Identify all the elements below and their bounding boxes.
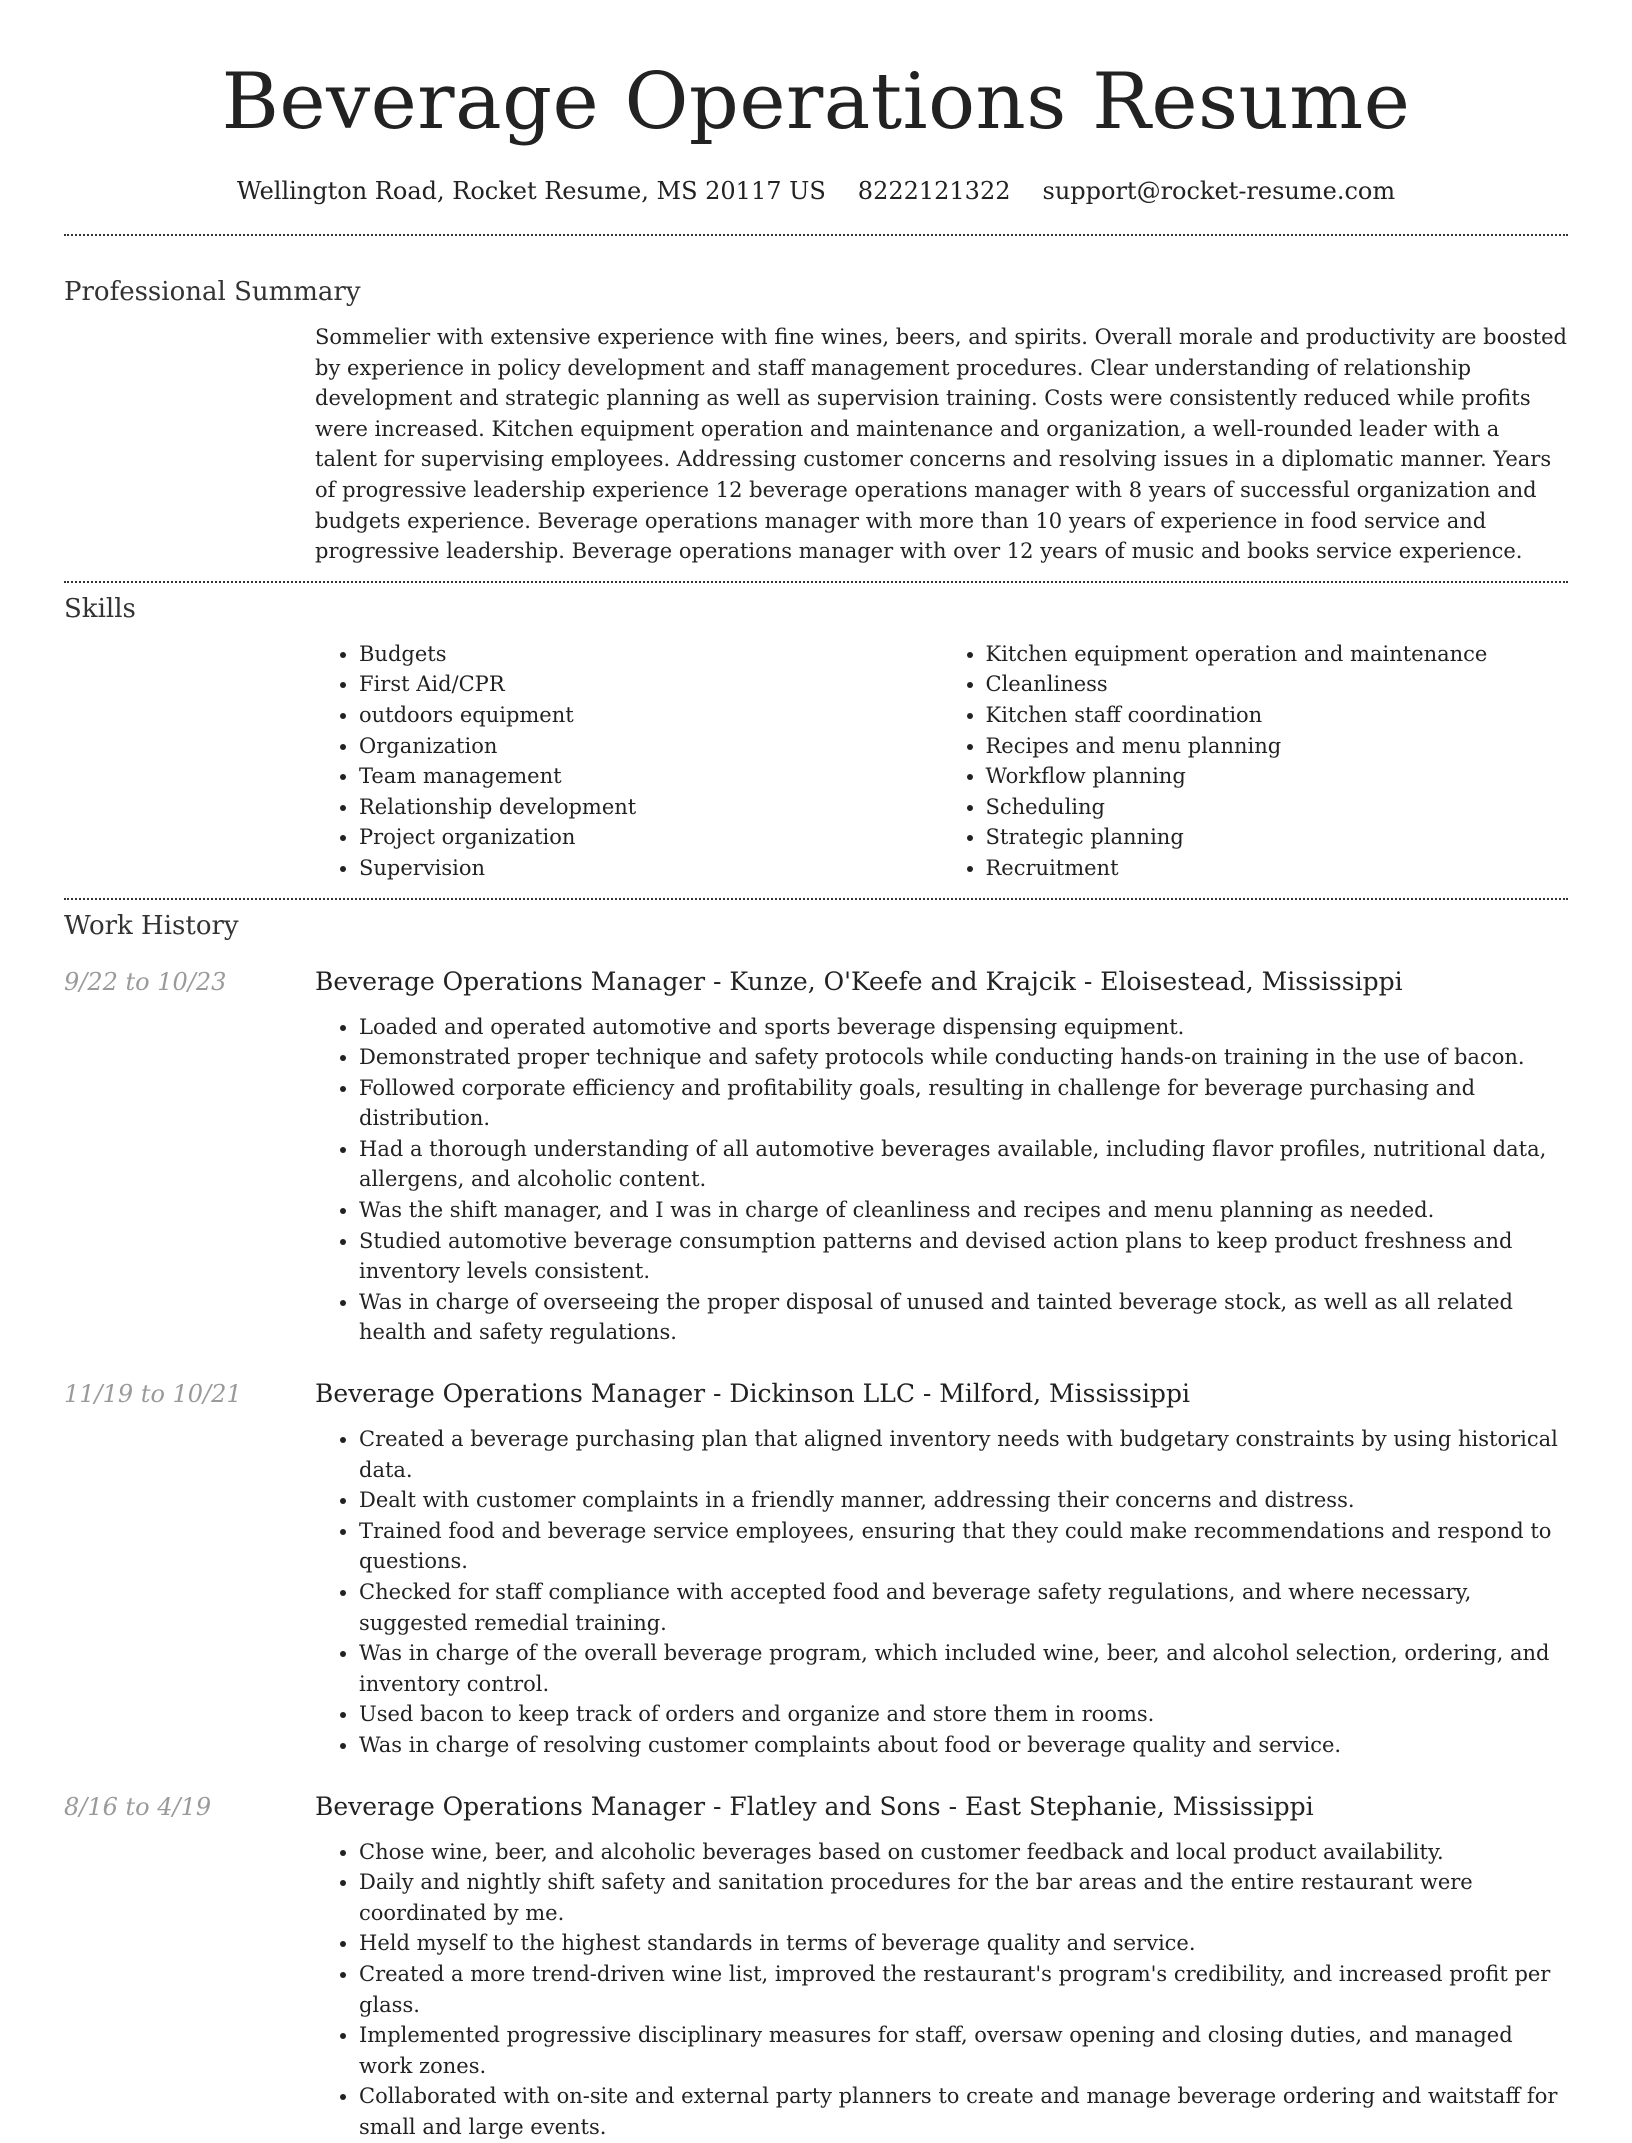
job-bullet: • Was in charge of overseeing the proper disposal of unused and tainted beverage stock, as well as all related health and safety regulations.	[359, 1287, 1568, 1348]
skill-item: • Recipes and menu planning	[986, 731, 1569, 762]
contact-line	[64, 176, 1568, 206]
skill-item: • Workflow planning	[986, 761, 1569, 792]
job-bullet: • Created a beverage purchasing plan that aligned inventory needs with budgetary constraints by using historical data.	[359, 1424, 1568, 1485]
skill-item: • Supervision	[359, 853, 942, 884]
job-entry	[64, 966, 1568, 1349]
job-bullet: • Demonstrated proper technique and safety protocols while conducting hands-on training in the use of bacon.	[359, 1042, 1568, 1073]
skill-item: • Organization	[359, 731, 942, 762]
job-dates: 8/16 to 4/19	[64, 1792, 212, 1821]
job-entry	[64, 1791, 1568, 2143]
job-body	[315, 1012, 1568, 1349]
summary-text: Sommelier with extensive experience with fine wines, beers, and spirits. Overall morale and productivity are boosted by experience in policy development and staff management procedures. Clear understanding of relationship development and strategic planning as well as supervision training. Costs were consistently reduced while profits were increased. Kitchen equipment operation and maintenance and organization, a well-rounded leader with a talent for supervising employees. Addressing customer concerns and resolving issues in a diplomatic manner. Years of progressive leadership experience 12 beverage operations manager with 8 years of successful organization and budgets experience. Beverage operations manager with more than 10 years of experience in food service and progressive leadership. Beverage operations manager with over 12 years of music and books service experience.	[315, 325, 1567, 564]
resume-page	[64, 0, 1568, 2143]
skills-section	[64, 593, 1568, 884]
skill-item: • Relationship development	[359, 792, 942, 823]
job-bullet: • Followed corporate efficiency and profitability goals, resulting in challenge for beverage purchasing and distribution.	[359, 1073, 1568, 1134]
job-bullet: • Had a thorough understanding of all automotive beverages available, including flavor profiles, nutritional data, allergens, and alcoholic content.	[359, 1134, 1568, 1195]
job-header	[64, 1791, 1568, 1823]
resume-title: Beverage Operations Resume	[221, 57, 1411, 147]
job-bullets	[315, 1012, 1568, 1349]
skill-item: • Recruitment	[986, 853, 1569, 884]
skill-item: • Strategic planning	[986, 822, 1569, 853]
skill-item: • Budgets	[359, 639, 942, 670]
skills-grid	[315, 639, 1568, 884]
job-bullet: • Was in charge of resolving customer complaints about food or beverage quality and service.	[359, 1730, 1568, 1761]
job-bullet: • Daily and nightly shift safety and sanitation procedures for the bar areas and the entire restaurant were coordinated by me.	[359, 1867, 1568, 1928]
job-dates: 9/22 to 10/23	[64, 967, 227, 996]
job-bullets	[315, 1424, 1568, 1761]
summary-section	[64, 276, 1568, 567]
job-bullet: • Loaded and operated automotive and sports beverage dispensing equipment.	[359, 1012, 1568, 1043]
job-title: Beverage Operations Manager - Flatley and Sons - East Stephanie, Mississippi	[315, 1791, 1314, 1821]
job-bullet: • Collaborated with on-site and external party planners to create and manage beverage ordering and waitstaff for small and large events.	[359, 2081, 1568, 2142]
skill-item: • Team management	[359, 761, 942, 792]
skills-list-left	[315, 639, 942, 884]
job-title: Beverage Operations Manager - Kunze, O'Keefe and Krajcik - Eloisestead, Mississippi	[315, 966, 1403, 996]
job-bullet: • Held myself to the highest standards in terms of beverage quality and service.	[359, 1928, 1568, 1959]
job-bullet: • Used bacon to keep track of orders and organize and store them in rooms.	[359, 1699, 1568, 1730]
job-entry	[64, 1378, 1568, 1761]
skills-list-right	[942, 639, 1569, 884]
job-bullet: • Dealt with customer complaints in a friendly manner, addressing their concerns and distress.	[359, 1485, 1568, 1516]
skill-item: • First Aid/CPR	[359, 669, 942, 700]
skill-item: • outdoors equipment	[359, 700, 942, 731]
work-section	[64, 910, 1568, 2143]
job-bullet: • Created a more trend-driven wine list, improved the restaurant's program's credibility, and increased profit per glass.	[359, 1959, 1568, 2020]
email: support@rocket-resume.com	[1042, 177, 1396, 205]
job-bullet: • Chose wine, beer, and alcoholic beverages based on customer feedback and local product availability.	[359, 1837, 1568, 1868]
divider	[64, 234, 1568, 236]
summary-body	[315, 322, 1568, 567]
job-title: Beverage Operations Manager - Dickinson LLC - Milford, Mississippi	[315, 1379, 1190, 1409]
divider	[64, 898, 1568, 900]
skill-item: • Cleanliness	[986, 669, 1569, 700]
job-dates: 11/19 to 10/21	[64, 1380, 242, 1409]
skill-item: • Kitchen equipment operation and maintenance	[986, 639, 1569, 670]
job-header	[64, 966, 1568, 998]
job-bullet: • Checked for staff compliance with accepted food and beverage safety regulations, and where necessary, suggested remedial training.	[359, 1577, 1568, 1638]
skill-item: • Project organization	[359, 822, 942, 853]
job-body	[315, 1424, 1568, 1761]
skill-item: • Kitchen staff coordination	[986, 700, 1569, 731]
job-bullet: • Was the shift manager, and I was in charge of cleanliness and recipes and menu planning as needed.	[359, 1195, 1568, 1226]
job-bullets	[315, 1837, 1568, 2143]
skill-item: • Scheduling	[986, 792, 1569, 823]
summary-heading: Professional Summary	[64, 277, 361, 307]
job-header	[64, 1378, 1568, 1410]
skills-heading: Skills	[64, 593, 136, 624]
divider	[64, 581, 1568, 583]
address: Wellington Road, Rocket Resume, MS 20117 US	[236, 177, 826, 205]
job-bullet: • Was in charge of the overall beverage program, which included wine, beer, and alcohol selection, ordering, and inventory control.	[359, 1638, 1568, 1699]
job-bullet: • Studied automotive beverage consumption patterns and devised action plans to keep product freshness and inventory levels consistent.	[359, 1226, 1568, 1287]
job-body	[315, 1837, 1568, 2143]
job-bullet: • Trained food and beverage service employees, ensuring that they could make recommendations and respond to questions.	[359, 1516, 1568, 1577]
job-bullet: • Implemented progressive disciplinary measures for staff, oversaw opening and closing duties, and managed work zones.	[359, 2020, 1568, 2081]
work-heading: Work History	[64, 910, 239, 941]
phone: 8222121322	[857, 177, 1011, 205]
